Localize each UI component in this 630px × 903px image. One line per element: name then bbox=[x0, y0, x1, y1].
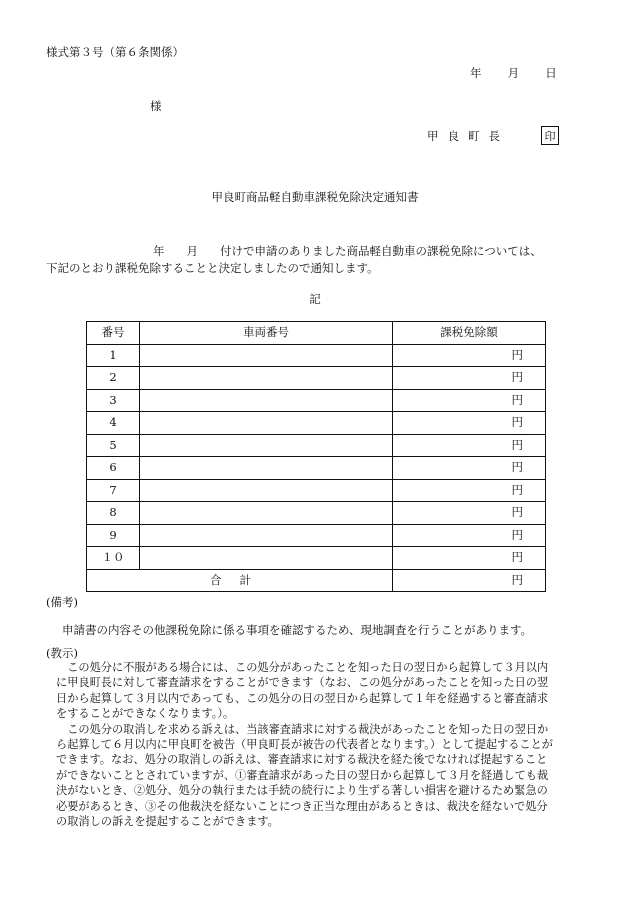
instruction-line: の取消しの訴えを提起することができます。 bbox=[56, 815, 279, 829]
table-row bbox=[87, 434, 546, 457]
row-vehicle-cell[interactable] bbox=[140, 367, 393, 390]
row-vehicle-cell[interactable] bbox=[140, 389, 393, 412]
body-month-label: 月 bbox=[186, 244, 198, 258]
row-vehicle-cell[interactable] bbox=[140, 502, 393, 525]
row-number: 5 bbox=[87, 434, 140, 457]
total-label: 合計 bbox=[87, 569, 393, 592]
table-row bbox=[87, 524, 546, 547]
row-amount-unit: 円 bbox=[393, 412, 546, 435]
row-amount-unit: 円 bbox=[393, 547, 546, 570]
instruction-line: この処分に不服がある場合には、この処分があったことを知った日の翌日から起算して３月以内 bbox=[56, 661, 549, 674]
table-row bbox=[87, 367, 546, 390]
row-number: 6 bbox=[87, 457, 140, 480]
instruction-line: ができないこととされていますが、①審査請求があった日の翌日から起算して３月を経過しても裁 bbox=[56, 768, 549, 782]
table-header-row bbox=[87, 322, 546, 345]
instruction-line: に甲良町長に対して審査請求をすることができます（なお、この処分があったことを知った日の翌 bbox=[56, 676, 549, 690]
exemption-table bbox=[86, 321, 546, 592]
row-vehicle-cell[interactable] bbox=[140, 547, 393, 570]
row-vehicle-cell[interactable] bbox=[140, 524, 393, 547]
row-vehicle-cell[interactable] bbox=[140, 412, 393, 435]
month-label: 月 bbox=[507, 66, 520, 80]
table-row bbox=[87, 547, 546, 570]
instruction-line: 決がないとき、②処分、処分の執行または手続の続行により生ずる著しい損害を避けるため緊急の bbox=[56, 784, 548, 798]
table-row bbox=[87, 412, 546, 435]
instruction-paragraph-2 bbox=[56, 722, 586, 830]
year-label: 年 bbox=[469, 66, 482, 80]
row-vehicle-cell[interactable] bbox=[140, 457, 393, 480]
issuer-name: 甲良町長 bbox=[427, 129, 509, 143]
instruction-line: できます。なお、処分の取消しの訴えは、審査請求に対する裁決を経た後でなければ提起すること bbox=[56, 753, 548, 767]
row-amount-unit: 円 bbox=[393, 457, 546, 480]
addressee-suffix: 様 bbox=[150, 99, 162, 113]
instruction-line: 必要があるとき、③その他裁決を経ないことにつき正当な理由があるときは、裁決を経ないで処分 bbox=[56, 799, 548, 813]
row-number: 8 bbox=[87, 502, 140, 525]
header-number: 番号 bbox=[87, 322, 140, 345]
row-number: 4 bbox=[87, 412, 140, 435]
document-title: 甲良町商品軽自動車課税免除決定通知書 bbox=[211, 190, 419, 204]
row-amount-unit: 円 bbox=[393, 434, 546, 457]
total-amount-unit: 円 bbox=[393, 569, 546, 592]
table-row bbox=[87, 502, 546, 525]
row-vehicle-cell[interactable] bbox=[140, 344, 393, 367]
row-amount-unit: 円 bbox=[393, 524, 546, 547]
instruction-line: ら起算して６月以内に甲良町を被告（甲良町長が被告の代表者となります。）として提起することが bbox=[56, 738, 553, 752]
form-number: 様式第３号（第６条関係） bbox=[46, 45, 184, 59]
table-total-row bbox=[87, 569, 546, 592]
table-row bbox=[87, 457, 546, 480]
table-row bbox=[87, 344, 546, 367]
header-vehicle-number: 車両番号 bbox=[140, 322, 393, 345]
seal-label: 印 bbox=[544, 129, 556, 143]
seal-box bbox=[541, 126, 559, 145]
instruction-line: この処分の取消しを求める訴えは、当該審査請求に対する裁決があったことを知った日の翌日か bbox=[56, 722, 549, 736]
table-row bbox=[87, 389, 546, 412]
instruction-line: 日から起算して３月以内であっても、この処分の日の翌日から起算して１年を経過すると審査請求 bbox=[56, 691, 549, 705]
date-line bbox=[459, 65, 568, 81]
body-line-2: 下記のとおり課税免除することと決定しましたので通知します。 bbox=[46, 261, 379, 275]
row-amount-unit: 円 bbox=[393, 479, 546, 502]
row-number: １０ bbox=[87, 547, 140, 570]
row-amount-unit: 円 bbox=[393, 344, 546, 367]
instruction-paragraph-1 bbox=[56, 660, 586, 722]
row-vehicle-cell[interactable] bbox=[140, 434, 393, 457]
row-amount-unit: 円 bbox=[393, 502, 546, 525]
instruction-heading: (教示) bbox=[46, 646, 78, 660]
row-number: 1 bbox=[87, 344, 140, 367]
row-number: 2 bbox=[87, 367, 140, 390]
remarks-text: 申請書の内容その他課税免除に係る事項を確認するため、現地調査を行うことがあります。 bbox=[62, 623, 533, 637]
ki-heading: 記 bbox=[309, 292, 321, 306]
row-number: 3 bbox=[87, 389, 140, 412]
row-amount-unit: 円 bbox=[393, 367, 546, 390]
header-exemption-amount: 課税免除額 bbox=[393, 322, 546, 345]
instruction-body bbox=[56, 660, 586, 829]
body-line-1-text: 付けで申請のありました商品軽自動車の課税免除については、 bbox=[220, 244, 542, 258]
row-vehicle-cell[interactable] bbox=[140, 479, 393, 502]
body-year-label: 年 bbox=[153, 244, 165, 258]
day-label: 日 bbox=[545, 66, 557, 80]
row-number: 9 bbox=[87, 524, 140, 547]
body-line-1 bbox=[153, 243, 542, 259]
row-number: 7 bbox=[87, 479, 140, 502]
remarks-heading: (備考) bbox=[46, 595, 78, 609]
row-amount-unit: 円 bbox=[393, 389, 546, 412]
table-row bbox=[87, 479, 546, 502]
instruction-line: をすることができなくなります。）。 bbox=[56, 707, 235, 721]
